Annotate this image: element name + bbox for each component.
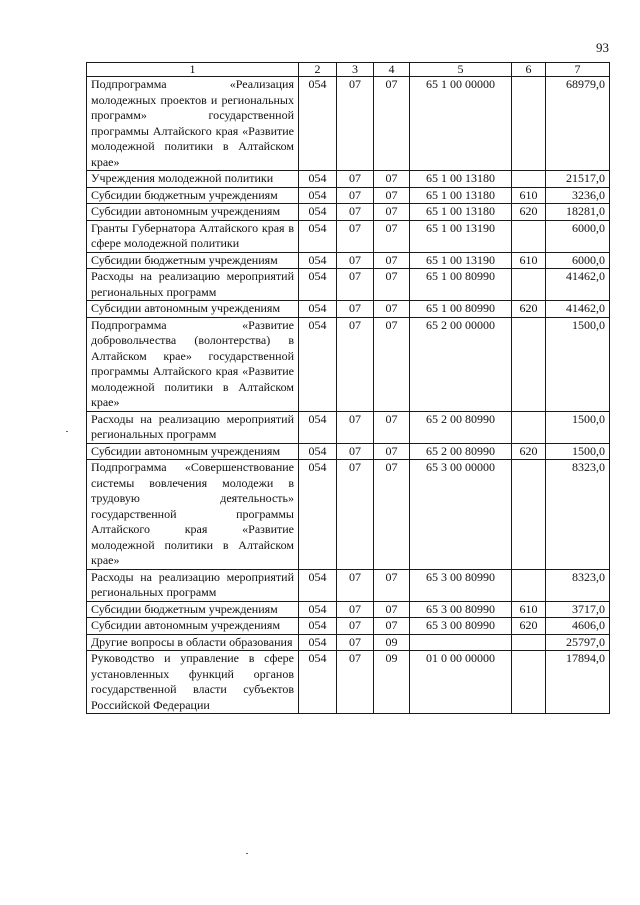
row-section-cell: 07 (337, 460, 374, 570)
row-subsection-cell: 07 (374, 317, 410, 411)
row-amount-cell: 4606,0 (546, 618, 610, 635)
table-row (87, 269, 610, 301)
row-section-cell: 07 (337, 269, 374, 301)
table-row (87, 220, 610, 252)
header-col-4: 4 (374, 63, 410, 77)
row-amount-cell: 6000,0 (546, 220, 610, 252)
table-row (87, 618, 610, 635)
row-subsection-cell: 07 (374, 220, 410, 252)
row-section-cell: 07 (337, 634, 374, 651)
row-subsection-cell: 07 (374, 443, 410, 460)
row-name-cell: Расходы на реализацию мероприятий региональных программ (87, 569, 299, 601)
row-subsection-cell: 09 (374, 634, 410, 651)
row-expense-type-cell: 620 (512, 618, 546, 635)
table-row (87, 317, 610, 411)
row-name-cell: Расходы на реализацию мероприятий региональных программ (87, 269, 299, 301)
row-expense-type-cell (512, 651, 546, 714)
row-admin-code-cell: 054 (299, 220, 337, 252)
table-row (87, 77, 610, 171)
row-amount-cell: 6000,0 (546, 252, 610, 269)
row-amount-cell: 3717,0 (546, 601, 610, 618)
row-name-cell: Субсидии бюджетным учреждениям (87, 601, 299, 618)
row-subsection-cell: 07 (374, 171, 410, 188)
row-admin-code-cell: 054 (299, 601, 337, 618)
row-amount-cell: 1500,0 (546, 443, 610, 460)
row-admin-code-cell: 054 (299, 651, 337, 714)
row-amount-cell: 8323,0 (546, 569, 610, 601)
row-name-cell: Подпрограмма «Развитие добровольчества (волонтерства) в Алтайском крае» государственной программы Алтайского края «Развитие молодежной политики в Алтайском крае» (87, 317, 299, 411)
row-target-article-cell: 65 3 00 80990 (410, 569, 512, 601)
row-expense-type-cell (512, 220, 546, 252)
row-admin-code-cell: 054 (299, 204, 337, 221)
row-section-cell: 07 (337, 252, 374, 269)
table-row (87, 171, 610, 188)
row-subsection-cell: 07 (374, 460, 410, 570)
table-row (87, 634, 610, 651)
row-target-article-cell: 65 2 00 80990 (410, 443, 512, 460)
row-section-cell: 07 (337, 618, 374, 635)
row-target-article-cell: 65 1 00 80990 (410, 269, 512, 301)
row-subsection-cell: 07 (374, 252, 410, 269)
row-name-cell: Расходы на реализацию мероприятий региональных программ (87, 411, 299, 443)
table-row (87, 411, 610, 443)
row-expense-type-cell (512, 171, 546, 188)
row-target-article-cell: 65 1 00 13180 (410, 171, 512, 188)
row-admin-code-cell: 054 (299, 569, 337, 601)
row-subsection-cell: 09 (374, 651, 410, 714)
scan-speck (246, 853, 248, 854)
row-target-article-cell: 01 0 00 00000 (410, 651, 512, 714)
table-body (87, 77, 610, 714)
row-section-cell: 07 (337, 77, 374, 171)
row-target-article-cell: 65 1 00 13180 (410, 204, 512, 221)
table-row (87, 601, 610, 618)
row-amount-cell: 41462,0 (546, 269, 610, 301)
row-name-cell: Гранты Губернатора Алтайского края в сфере молодежной политики (87, 220, 299, 252)
row-expense-type-cell: 610 (512, 187, 546, 204)
row-target-article-cell: 65 1 00 13190 (410, 220, 512, 252)
header-col-6: 6 (512, 63, 546, 77)
row-expense-type-cell: 620 (512, 301, 546, 318)
row-target-article-cell: 65 2 00 00000 (410, 317, 512, 411)
row-section-cell: 07 (337, 171, 374, 188)
row-expense-type-cell: 610 (512, 601, 546, 618)
row-subsection-cell: 07 (374, 411, 410, 443)
table-row (87, 301, 610, 318)
row-name-cell: Субсидии автономным учреждениям (87, 443, 299, 460)
row-admin-code-cell: 054 (299, 301, 337, 318)
row-section-cell: 07 (337, 443, 374, 460)
row-admin-code-cell: 054 (299, 252, 337, 269)
row-admin-code-cell: 054 (299, 443, 337, 460)
row-admin-code-cell: 054 (299, 634, 337, 651)
row-section-cell: 07 (337, 301, 374, 318)
row-name-cell: Подпрограмма «Реализация молодежных проектов и региональных программ» государственной программы Алтайского края «Развитие молодежной политики в Алтайском крае» (87, 77, 299, 171)
row-admin-code-cell: 054 (299, 411, 337, 443)
row-expense-type-cell (512, 569, 546, 601)
row-name-cell: Субсидии бюджетным учреждениям (87, 187, 299, 204)
row-name-cell: Другие вопросы в области образования (87, 634, 299, 651)
row-subsection-cell: 07 (374, 618, 410, 635)
row-amount-cell: 1500,0 (546, 411, 610, 443)
row-subsection-cell: 07 (374, 187, 410, 204)
row-name-cell: Подпрограмма «Совершенствование системы вовлечения молодежи в трудовую деятельность» государственной программы Алтайского края «Развитие молодежной политики в Алтайском крае» (87, 460, 299, 570)
row-expense-type-cell: 620 (512, 443, 546, 460)
row-section-cell: 07 (337, 317, 374, 411)
row-subsection-cell: 07 (374, 301, 410, 318)
row-target-article-cell: 65 3 00 80990 (410, 618, 512, 635)
row-admin-code-cell: 054 (299, 317, 337, 411)
budget-table (86, 62, 610, 714)
row-target-article-cell: 65 1 00 13180 (410, 187, 512, 204)
table-row (87, 252, 610, 269)
row-name-cell: Субсидии автономным учреждениям (87, 204, 299, 221)
table-row (87, 651, 610, 714)
row-subsection-cell: 07 (374, 601, 410, 618)
table-row (87, 569, 610, 601)
page-number: 93 (596, 40, 609, 55)
row-target-article-cell (410, 634, 512, 651)
row-expense-type-cell (512, 634, 546, 651)
row-amount-cell: 3236,0 (546, 187, 610, 204)
row-expense-type-cell (512, 317, 546, 411)
row-subsection-cell: 07 (374, 77, 410, 171)
row-target-article-cell: 65 1 00 00000 (410, 77, 512, 171)
table-row (87, 187, 610, 204)
table-row (87, 204, 610, 221)
row-name-cell: Субсидии бюджетным учреждениям (87, 252, 299, 269)
row-section-cell: 07 (337, 411, 374, 443)
row-name-cell: Субсидии автономным учреждениям (87, 301, 299, 318)
row-target-article-cell: 65 3 00 80990 (410, 601, 512, 618)
row-amount-cell: 41462,0 (546, 301, 610, 318)
row-target-article-cell: 65 1 00 80990 (410, 301, 512, 318)
row-section-cell: 07 (337, 601, 374, 618)
row-expense-type-cell (512, 269, 546, 301)
row-target-article-cell: 65 3 00 00000 (410, 460, 512, 570)
row-admin-code-cell: 054 (299, 460, 337, 570)
row-amount-cell: 25797,0 (546, 634, 610, 651)
row-amount-cell: 17894,0 (546, 651, 610, 714)
row-amount-cell: 21517,0 (546, 171, 610, 188)
row-amount-cell: 8323,0 (546, 460, 610, 570)
row-amount-cell: 1500,0 (546, 317, 610, 411)
header-col-5: 5 (410, 63, 512, 77)
row-target-article-cell: 65 1 00 13190 (410, 252, 512, 269)
row-expense-type-cell (512, 460, 546, 570)
row-name-cell: Учреждения молодежной политики (87, 171, 299, 188)
row-name-cell: Руководство и управление в сфере установленных функций органов государственной власти субъектов Российской Федерации (87, 651, 299, 714)
row-section-cell: 07 (337, 569, 374, 601)
row-expense-type-cell: 620 (512, 204, 546, 221)
row-section-cell: 07 (337, 651, 374, 714)
header-col-3: 3 (337, 63, 374, 77)
header-col-2: 2 (299, 63, 337, 77)
row-section-cell: 07 (337, 220, 374, 252)
row-subsection-cell: 07 (374, 269, 410, 301)
row-admin-code-cell: 054 (299, 269, 337, 301)
table-row (87, 460, 610, 570)
row-admin-code-cell: 054 (299, 618, 337, 635)
row-admin-code-cell: 054 (299, 171, 337, 188)
row-section-cell: 07 (337, 204, 374, 221)
row-admin-code-cell: 054 (299, 77, 337, 171)
row-section-cell: 07 (337, 187, 374, 204)
header-col-1: 1 (87, 63, 299, 77)
row-expense-type-cell: 610 (512, 252, 546, 269)
row-name-cell: Субсидии автономным учреждениям (87, 618, 299, 635)
row-amount-cell: 18281,0 (546, 204, 610, 221)
row-amount-cell: 68979,0 (546, 77, 610, 171)
row-subsection-cell: 07 (374, 569, 410, 601)
header-row (87, 63, 610, 77)
row-expense-type-cell (512, 411, 546, 443)
header-col-7: 7 (546, 63, 610, 77)
scan-speck (66, 431, 68, 432)
row-subsection-cell: 07 (374, 204, 410, 221)
row-expense-type-cell (512, 77, 546, 171)
row-target-article-cell: 65 2 00 80990 (410, 411, 512, 443)
row-admin-code-cell: 054 (299, 187, 337, 204)
table-row (87, 443, 610, 460)
